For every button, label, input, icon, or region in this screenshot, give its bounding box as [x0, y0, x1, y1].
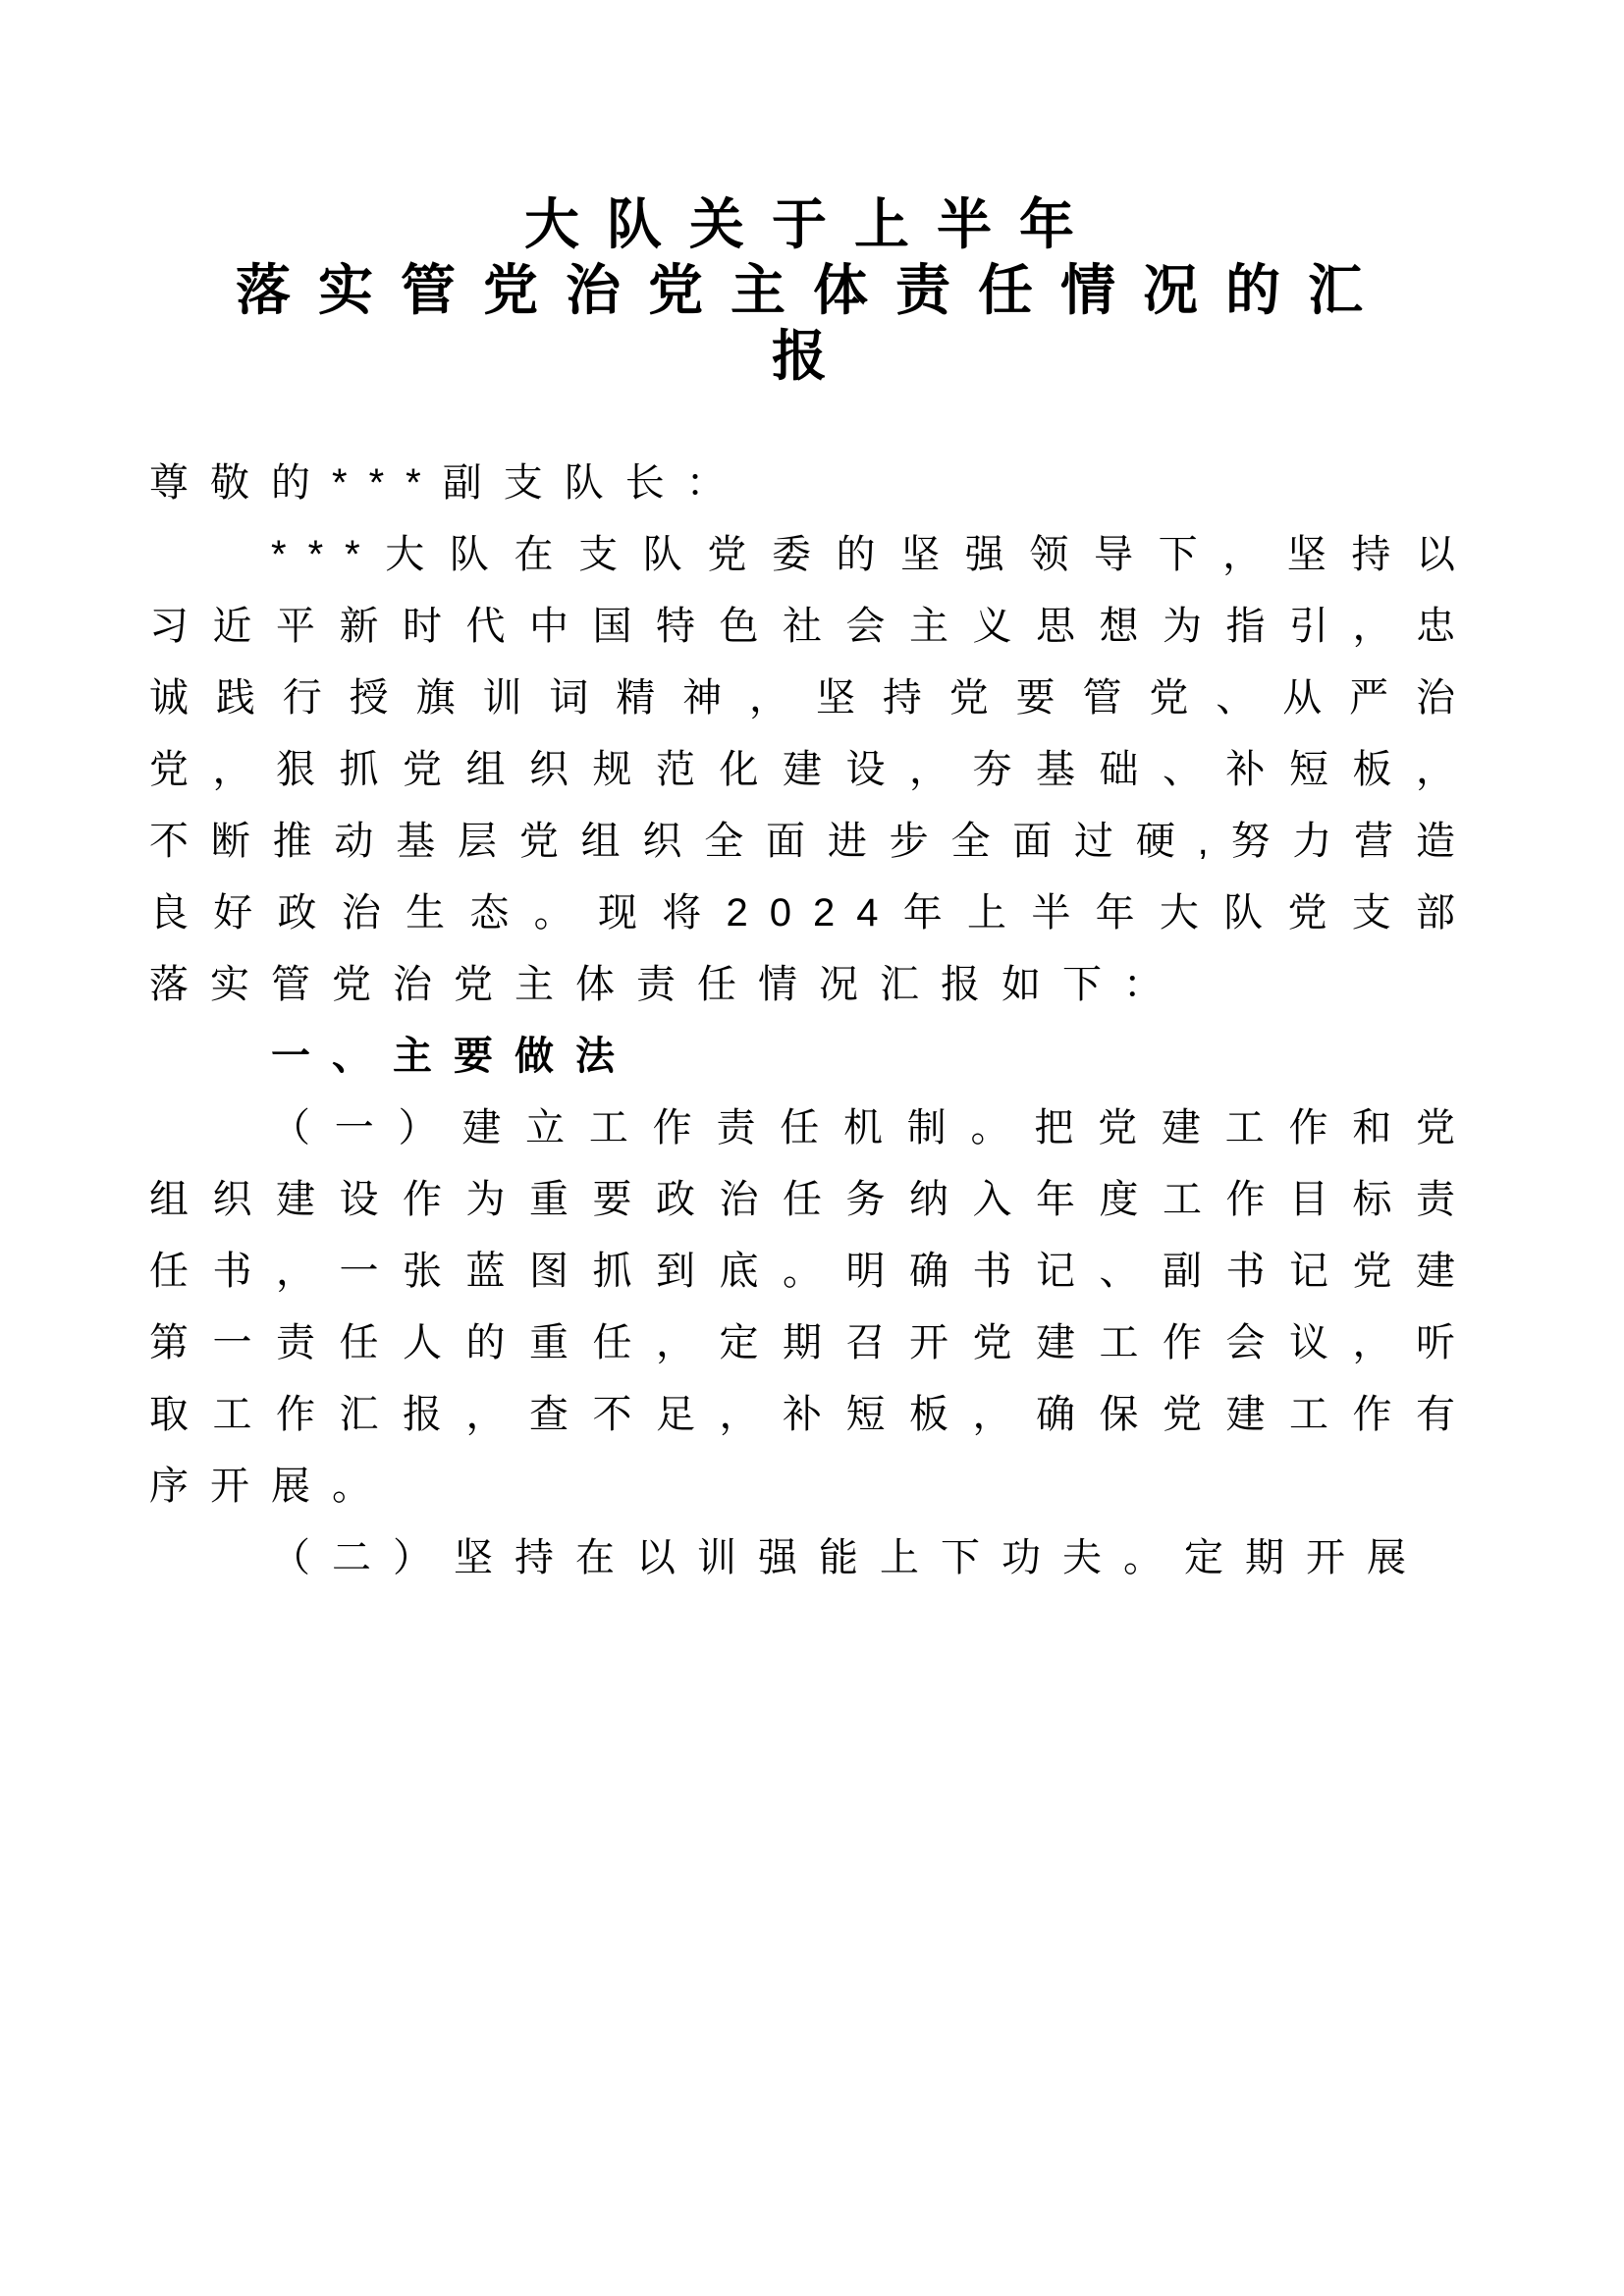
salutation-line: 尊敬的***副支队长： [149, 461, 747, 505]
section-1-paragraph-2: （二）坚持在以训强能上下功夫。定期开展 [271, 1536, 1428, 1579]
document-title [149, 191, 1477, 389]
section-1-heading: 一、主要做法 [271, 1035, 636, 1078]
section-1-paragraph-1: （一）建立工作责任机制。把党建工作和党组织建设作为重要政治任务纳入年度工作目标责任书，一张蓝图抓到底。明确书记、副书记党建第一责任人的重任，定期召开党建工作会议，听取工作汇报，查不足，补短板，确保党建工作有序开展。 [149, 1106, 1477, 1508]
intro-paragraph: ***大队在支队党委的坚强领导下，坚持以习近平新时代中国特色社会主义思想为指引，忠诚践行授旗训词精神，坚持党要管党、从严治党，狠抓党组织规范化建设，夯基础、补短板，不断推动基层党组织全面进步全面过硬,努力营造良好政治生态。现将2024年上半年大队党支部落实管党治党主体责任情况汇报如下： [149, 533, 1477, 1006]
title-line-3: 报 [772, 325, 854, 387]
title-line-1: 大队关于上半年 [524, 193, 1102, 255]
title-line-2: 落实管党治党主体责任情况的汇 [236, 259, 1390, 321]
